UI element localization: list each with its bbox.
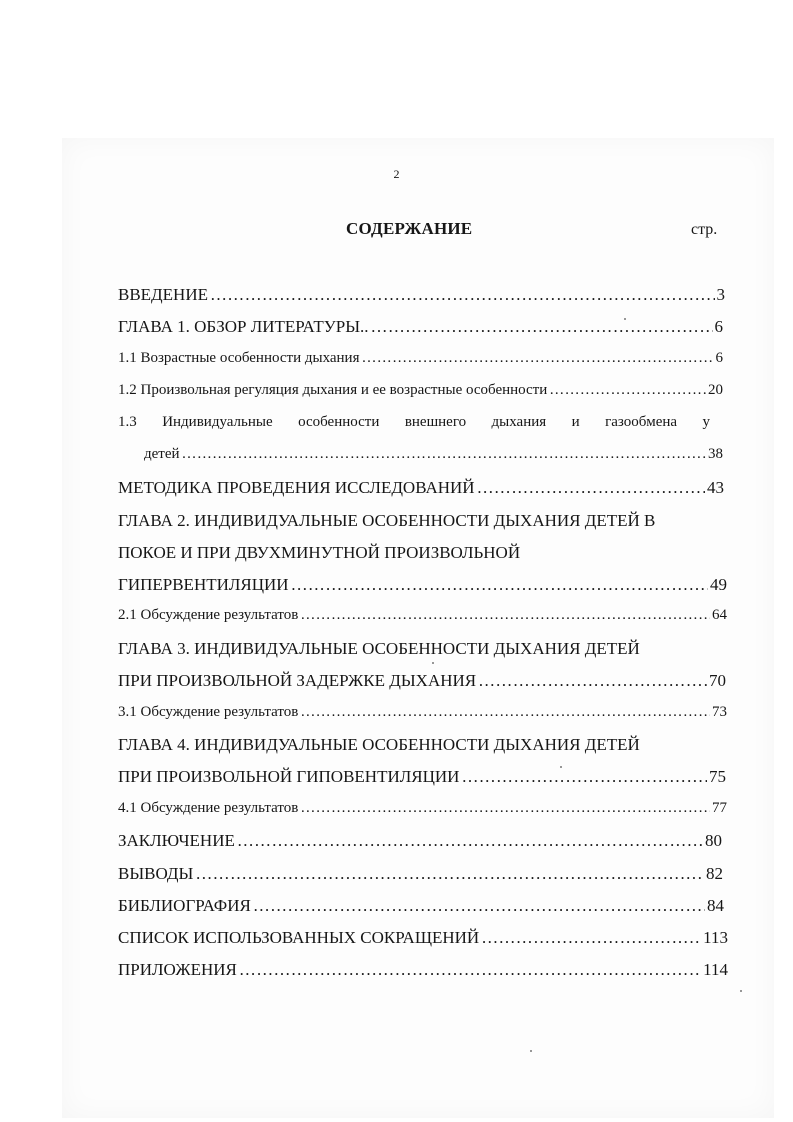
- toc-page-number: 49: [710, 575, 727, 594]
- toc-entry-text: ГИПЕРВЕНТИЛЯЦИИ: [118, 575, 289, 594]
- toc-entry-section-1-3-line-1: 1.3 Индивидуальные особенности внешнего дыхания и газообмена у: [118, 414, 710, 430]
- toc-page-number: 64: [712, 607, 727, 623]
- dot-leader: [253, 896, 705, 916]
- dot-leader: [477, 478, 705, 498]
- toc-entry-text: 4.1 Обсуждение результатов: [118, 800, 299, 816]
- toc-entry-text: ПРИ ПРОИЗВОЛЬНОЙ ЗАДЕРЖКЕ ДЫХАНИЯ: [118, 671, 477, 690]
- toc-entry-text: ГЛАВА 1. ОБЗОР ЛИТЕРАТУРЫ..: [118, 317, 369, 336]
- toc-entry-chapter-2-line-1: ГЛАВА 2. ИНДИВИДУАЛЬНЫЕ ОСОБЕННОСТИ ДЫХАНИЯ ДЕТЕЙ В: [118, 511, 656, 530]
- dot-leader: [239, 960, 701, 980]
- dot-leader: [300, 800, 710, 817]
- toc-entry-chapter-1: [118, 317, 723, 337]
- toc-page-number: 6: [715, 350, 723, 366]
- dot-leader: [371, 317, 713, 337]
- toc-entry-section-1-3: [144, 446, 723, 463]
- dot-leader: [300, 704, 710, 721]
- toc-entry-text: ВЫВОДЫ: [118, 864, 194, 883]
- toc-page-number: 75: [709, 767, 726, 786]
- toc-page-number: 6: [714, 317, 723, 336]
- scan-speck: [530, 1050, 532, 1052]
- toc-entry-chapter-2: [118, 575, 727, 595]
- dot-leader: [361, 350, 713, 367]
- toc-entry-text: СПИСОК ИСПОЛЬЗОВАННЫХ СОКРАЩЕНИЙ: [118, 928, 480, 947]
- dot-leader: [300, 607, 710, 624]
- dot-leader: [182, 446, 706, 463]
- toc-entry-chapter-4: [118, 767, 726, 787]
- toc-page-number: 73: [712, 704, 727, 720]
- toc-entry-text: 3.1 Обсуждение результатов: [118, 704, 299, 720]
- page-column-label: стр.: [691, 221, 718, 238]
- toc-entry-chapter-3-line-1: ГЛАВА 3. ИНДИВИДУАЛЬНЫЕ ОСОБЕННОСТИ ДЫХАНИЯ ДЕТЕЙ: [118, 639, 640, 658]
- dot-leader: [210, 285, 715, 305]
- toc-page-number: 38: [708, 446, 723, 462]
- toc-entry-abbreviations: [118, 928, 728, 948]
- toc-page-number: 43: [707, 478, 724, 497]
- toc-entry-text: 1.1 Возрастные особенности дыхания: [118, 350, 360, 366]
- toc-entry-findings: [118, 864, 723, 884]
- toc-page-number: 80: [705, 831, 722, 850]
- scan-speck: [624, 318, 626, 320]
- toc-page-number: 70: [709, 671, 726, 690]
- toc-entry-appendices: [118, 960, 728, 980]
- toc-page-number: 3: [716, 285, 725, 304]
- dot-leader: [481, 928, 701, 948]
- toc-entry-conclusion: [118, 831, 722, 851]
- toc-entry-section-1-2: [118, 382, 723, 399]
- dot-leader: [549, 382, 706, 399]
- toc-entry-text: 1.2 Произвольная регуляция дыхания и ее возрастные особенности: [118, 382, 548, 398]
- toc-entry-text: ПРИ ПРОИЗВОЛЬНОЙ ГИПОВЕНТИЛЯЦИИ: [118, 767, 460, 786]
- toc-entry-intro: [118, 285, 725, 305]
- toc-entry-methods: [118, 478, 724, 498]
- toc-page-number: 77: [712, 800, 727, 816]
- toc-entry-text: ВВЕДЕНИЕ: [118, 285, 208, 304]
- dot-leader: [291, 575, 708, 595]
- toc-entry-chapter-3: [118, 671, 726, 691]
- toc-entry-text: БИБЛИОГРАФИЯ: [118, 896, 251, 915]
- scan-speck: [560, 766, 562, 768]
- toc-entry-bibliography: [118, 896, 724, 916]
- toc-entry-text: МЕТОДИКА ПРОВЕДЕНИЯ ИССЛЕДОВАНИЙ: [118, 478, 475, 497]
- toc-entry-section-2-1: [118, 607, 727, 624]
- toc-entry-section-1-1: [118, 350, 723, 367]
- toc-entry-chapter-4-line-1: ГЛАВА 4. ИНДИВИДУАЛЬНЫЕ ОСОБЕННОСТИ ДЫХАНИЯ ДЕТЕЙ: [118, 735, 640, 754]
- dot-leader: [461, 767, 707, 787]
- toc-entry-text: 2.1 Обсуждение результатов: [118, 607, 299, 623]
- scan-speck: [740, 990, 742, 992]
- toc-page-number: 82: [706, 864, 723, 883]
- toc-entry-text: ЗАКЛЮЧЕНИЕ: [118, 831, 235, 850]
- toc-page-number: 113: [703, 928, 728, 947]
- page-title: СОДЕРЖАНИЕ: [346, 219, 473, 238]
- toc-page-number: 20: [708, 382, 723, 398]
- dot-leader: [478, 671, 707, 691]
- dot-leader: [195, 864, 704, 884]
- toc-page-number: 114: [703, 960, 728, 979]
- page-number: 2: [393, 167, 400, 181]
- dot-leader: [237, 831, 703, 851]
- toc-entry-text: детей: [144, 446, 180, 462]
- scan-speck: [432, 662, 434, 664]
- toc-entry-chapter-2-line-2: ПОКОЕ И ПРИ ДВУХМИНУТНОЙ ПРОИЗВОЛЬНОЙ: [118, 543, 521, 562]
- toc-entry-section-4-1: [118, 800, 727, 817]
- toc-entry-text: ПРИЛОЖЕНИЯ: [118, 960, 237, 979]
- toc-page-number: 84: [707, 896, 724, 915]
- toc-entry-section-3-1: [118, 704, 727, 721]
